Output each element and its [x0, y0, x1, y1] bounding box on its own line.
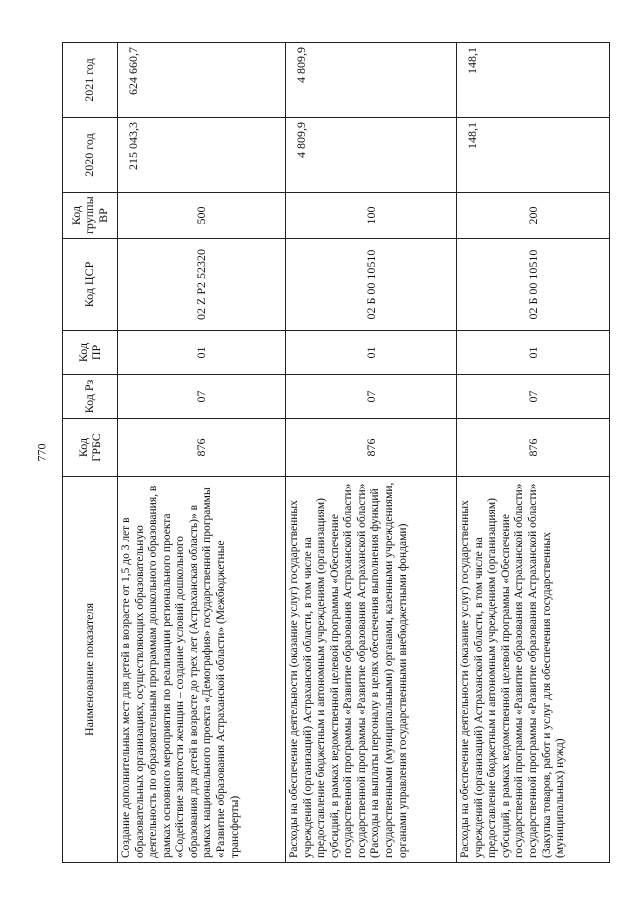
header-2020: 2020 год	[63, 118, 118, 193]
table-row	[457, 43, 610, 863]
budget-table-rotated	[62, 43, 610, 863]
table-header-row	[63, 43, 118, 863]
row-pr: 01	[286, 331, 457, 375]
header-grbs: Код ГРБС	[63, 419, 118, 477]
header-rz: Код Рз	[63, 375, 118, 419]
row-2021: 624 660,7	[118, 43, 286, 118]
row-grbs: 876	[118, 419, 286, 477]
row-csr: 02 Z P2 52320	[118, 239, 286, 331]
row-2020: 4 809,9	[286, 118, 457, 193]
row-2020: 148,1	[457, 118, 610, 193]
header-2021: 2021 год	[63, 43, 118, 118]
row-csr: 02 Б 00 10510	[457, 239, 610, 331]
row-grbs: 876	[457, 419, 610, 477]
header-name: Наименование показателя	[63, 477, 118, 863]
row-2020: 215 043,3	[118, 118, 286, 193]
row-2021: 4 809,9	[286, 43, 457, 118]
row-rz: 07	[118, 375, 286, 419]
row-vr: 200	[457, 193, 610, 239]
table-row	[118, 43, 286, 863]
budget-table	[62, 42, 610, 863]
row-csr: 02 Б 00 10510	[286, 239, 457, 331]
page-number	[32, 442, 52, 462]
row-name: Расходы на обеспечение деятельности (оказание услуг) государственных учреждений (организаций) Астраханской области, в том числе на предоставление бюджетным и автономным учреждениям (организациям) субсидий, в рамках ведомственной целевой программы «Обеспечение государственной программы «Развитие образования Астраханской области» государственной программы «Развитие образования Астраханской области» (Расходы на выплаты персоналу в целях обеспечения выполнения функций государственными (муниципальными) органами, казенными учреждениями, органами управления государственными внебюджетными фондами)	[286, 477, 457, 863]
row-pr: 01	[118, 331, 286, 375]
row-name: Расходы на обеспечение деятельности (оказание услуг) государственных учреждений (организаций) Астраханской области, в том числе на предоставление бюджетным и автономным учреждениям (организациям) субсидий, в рамках ведомственной целевой программы «Обеспечение государственной программы «Развитие образования Астраханской области» государственной программы «Развитие образования Астраханской области» (Закупка товаров, работ и услуг для обеспечения государственных (муниципальных) нужд)	[457, 477, 610, 863]
row-rz: 07	[286, 375, 457, 419]
header-pr: Код ПР	[63, 331, 118, 375]
row-2021: 148,1	[457, 43, 610, 118]
row-vr: 500	[118, 193, 286, 239]
header-csr: Код ЦСР	[63, 239, 118, 331]
row-grbs: 876	[286, 419, 457, 477]
page-number-text: 770	[34, 443, 49, 461]
header-vr: Код группы ВР	[63, 193, 118, 239]
table-row	[286, 43, 457, 863]
row-rz: 07	[457, 375, 610, 419]
row-pr: 01	[457, 331, 610, 375]
row-name: Создание дополнительных мест для детей в возрасте от 1,5 до 3 лет в образовательных организациях, осуществляющих образовательную деятельность по образовательным программам дошкольного образования, в рамках основного мероприятия по реализации регионального проекта «Содействие занятости женщин – создание условий дошкольного образования для детей в возрасте до трех лет (Астраханская область)» в рамках национального проекта «Демография» государственной программы «Развитие образования Астраханской области» (Межбюджетные трансферты)	[118, 477, 286, 863]
row-vr: 100	[286, 193, 457, 239]
